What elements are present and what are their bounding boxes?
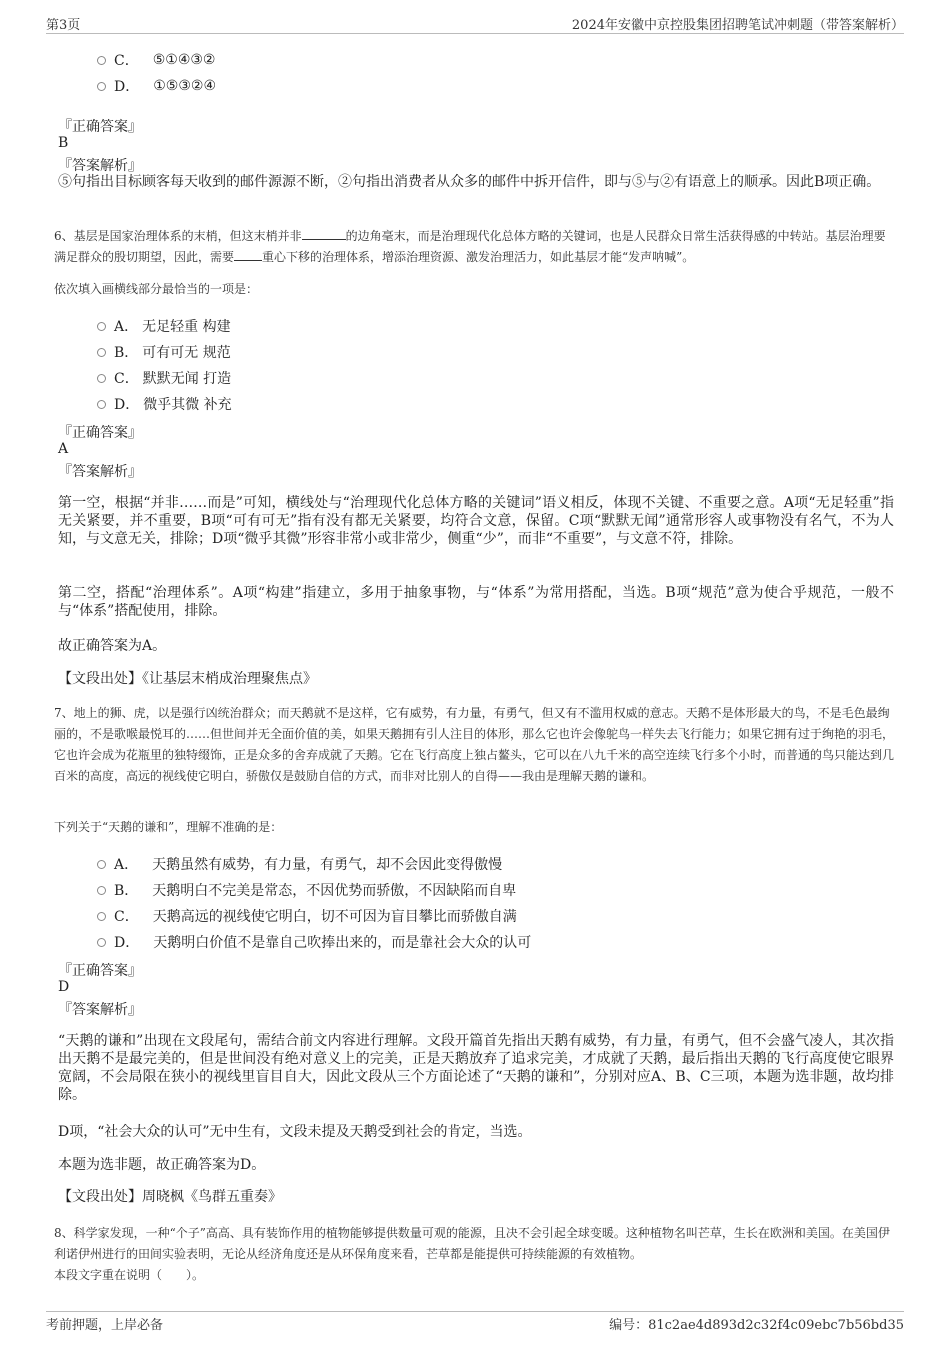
q7-stem: 7、地上的狮、虎，以是强行凶统治群众；而天鹅就不是这样，它有威势，有力量，有勇气，但又有不滥用权威的意志。天鹅不是体形最大的鸟，不是毛色最绚丽的，不是歌喉最悦耳的……但世间并无全面价值的美，如果天鹅拥有引人注目的体形，那么它也许会像鸵鸟一样失去飞行能力；如果它拥有过于绚艳的羽毛，它也许会成为花瓶里的独特缀饰，正是众多的舍弃成就了天鹅。它在飞行高度上独占鳌头，它可以在八九千米的高空连续飞行多个小时，而普通的鸟只能达到几百米的高度，高远的视线使它明白，骄傲仅是鼓励自信的方式，而非对比别人的自得——我由是理解天鹅的谦和。 — [54, 706, 895, 783]
q6-option-c[interactable]: C． 默默无闻 打造 — [97, 368, 231, 388]
q7-option-c[interactable]: C． 天鹅高远的视线使它明白，切不可因为盲目攀比而骄傲自满 — [97, 906, 517, 926]
radio-icon[interactable] — [97, 348, 106, 357]
q6-analysis-2: 第二空，搭配“治理体系”。A项“构建”指建立，多用于抽象事物，与“体系”为常用搭配，当选。B项“规范”意为使合乎规范，一般不与“体系”搭配使用，排除。 — [58, 585, 894, 619]
radio-icon[interactable] — [97, 400, 106, 409]
q6-option-d[interactable]: D． 微乎其微 补充 — [97, 394, 232, 414]
q8-stem: 8、科学家发现，一种“个子”高高、具有装饰作用的植物能够提供数量可观的能源，且决不会引起全球变暖。这种植物名叫芒草，生长在欧洲和美国。在美国伊利诺伊州进行的田间实验表明，无论从经济角度还是从环保角度来看，芒草都是能提供可持续能源的有效植物。 — [54, 1226, 890, 1261]
q6-prompt: 依次填入画横线部分最恰当的一项是： — [54, 282, 259, 296]
q6-answer: A — [58, 441, 69, 457]
q6-source: 【文段出处】《让基层末梢成治理聚焦点》 — [58, 671, 317, 687]
q7-prompt: 下列关于“天鹅的谦和”，理解不准确的是： — [54, 820, 283, 834]
q8-prompt: 本段文字重在说明（ ）。 — [54, 1268, 205, 1282]
q7-option-b[interactable]: B． 天鹅明白不完美是常态，不因优势而骄傲，不因缺陷而自卑 — [97, 880, 516, 900]
q6-analysis-1: 第一空，根据“并非……而是”可知，横线处与“治理现代化总体方略的关键词”语义相反，体现不关键、不重要之意。A项“无足轻重”指无关紧要，并不重要，B项“可有可无”指有没有都无关紧要，均符合文意，保留。C项“默默无闻”通常形容人或事物没有名气，不为人知，与文意无关，排除；D项“微乎其微”形容非常小或非常少，侧重“少”，而非“不重要”，与文意不符，排除。 — [58, 495, 894, 547]
radio-icon[interactable] — [97, 886, 106, 895]
q7-option-d[interactable]: D． 天鹅明白价值不是靠自己吹捧出来的，而是靠社会大众的认可 — [97, 932, 531, 952]
radio-icon[interactable] — [97, 912, 106, 921]
page-number: 第3页 — [46, 18, 81, 33]
radio-icon[interactable] — [97, 82, 106, 91]
radio-icon[interactable] — [97, 938, 106, 947]
q7-option-a[interactable]: A． 天鹅虽然有威势，有力量，有勇气，却不会因此变得傲慢 — [97, 854, 502, 874]
header-divider — [46, 33, 904, 34]
q6-analysis-label: 『答案解析』 — [58, 464, 142, 480]
q7-answer: D — [58, 979, 70, 995]
q5-option-c[interactable]: C． ⑤①④③② — [97, 50, 215, 70]
q5-analysis-label: 『答案解析』 — [58, 158, 142, 174]
q6-answer-label: 『正确答案』 — [58, 425, 142, 441]
q7-analysis-3: 本题为选非题，故正确答案为D。 — [58, 1157, 266, 1173]
q7-analysis-1: “天鹅的谦和”出现在文段尾句，需结合前文内容进行理解。文段开篇首先指出天鹅有威势，有力量，有勇气，但不会盛气凌人，其次指出天鹅不是最完美的，但是世间没有绝对意义上的完美，正是天鹅放弃了追求完美，才成就了天鹅，最后指出天鹅的飞行高度使它眼界宽阔，不会局限在狭小的视线里盲目自大，因此文段从三个方面论述了“天鹅的谦和”，分别对应A、B、C三项，本题为选非题，故均排除。 — [58, 1033, 894, 1103]
radio-icon[interactable] — [97, 322, 106, 331]
q6-stem: 6、基层是国家治理体系的末梢，但这末梢并非 的边角毫末，而是治理现代化总体方略的关键词，也是人民群众日常生活获得感的中转站。基层治理要满足群众的殷切期望，因此，需要 重心下移的治理体系，增添治理资源、激发治理活力，如此基层才能“发声呐喊”。 — [54, 229, 886, 264]
footer-divider — [46, 1311, 904, 1312]
q5-option-d[interactable]: D． ①⑤③②④ — [97, 76, 216, 96]
footer-slogan: 考前押题，上岸必备 — [46, 1318, 164, 1333]
q7-analysis-label: 『答案解析』 — [58, 1002, 142, 1018]
q7-answer-label: 『正确答案』 — [58, 963, 142, 979]
q5-analysis: ⑤句指出目标顾客每天收到的邮件源源不断，②句指出消费者从众多的邮件中拆开信件，即与⑤与②有语意上的顺承。因此B项正确。 — [58, 174, 881, 190]
q7-source: 【文段出处】周晓枫《鸟群五重奏》 — [58, 1189, 282, 1205]
document-title: 2024年安徽中京控股集团招聘笔试冲刺题（带答案解析） — [571, 18, 904, 33]
q6-option-a[interactable]: A． 无足轻重 构建 — [97, 316, 231, 336]
q5-answer: B — [58, 135, 69, 151]
radio-icon[interactable] — [97, 56, 106, 65]
q6-option-b[interactable]: B． 可有可无 规范 — [97, 342, 231, 362]
radio-icon[interactable] — [97, 374, 106, 383]
q5-answer-label: 『正确答案』 — [58, 119, 142, 135]
radio-icon[interactable] — [97, 860, 106, 869]
q6-analysis-3: 故正确答案为A。 — [58, 638, 167, 654]
document-id: 编号：81c2ae4d893d2c32f4c09ebc7b56bd35 — [609, 1318, 904, 1333]
q7-analysis-2: D项，“社会大众的认可”无中生有，文段未提及天鹅受到社会的肯定，当选。 — [58, 1124, 532, 1140]
